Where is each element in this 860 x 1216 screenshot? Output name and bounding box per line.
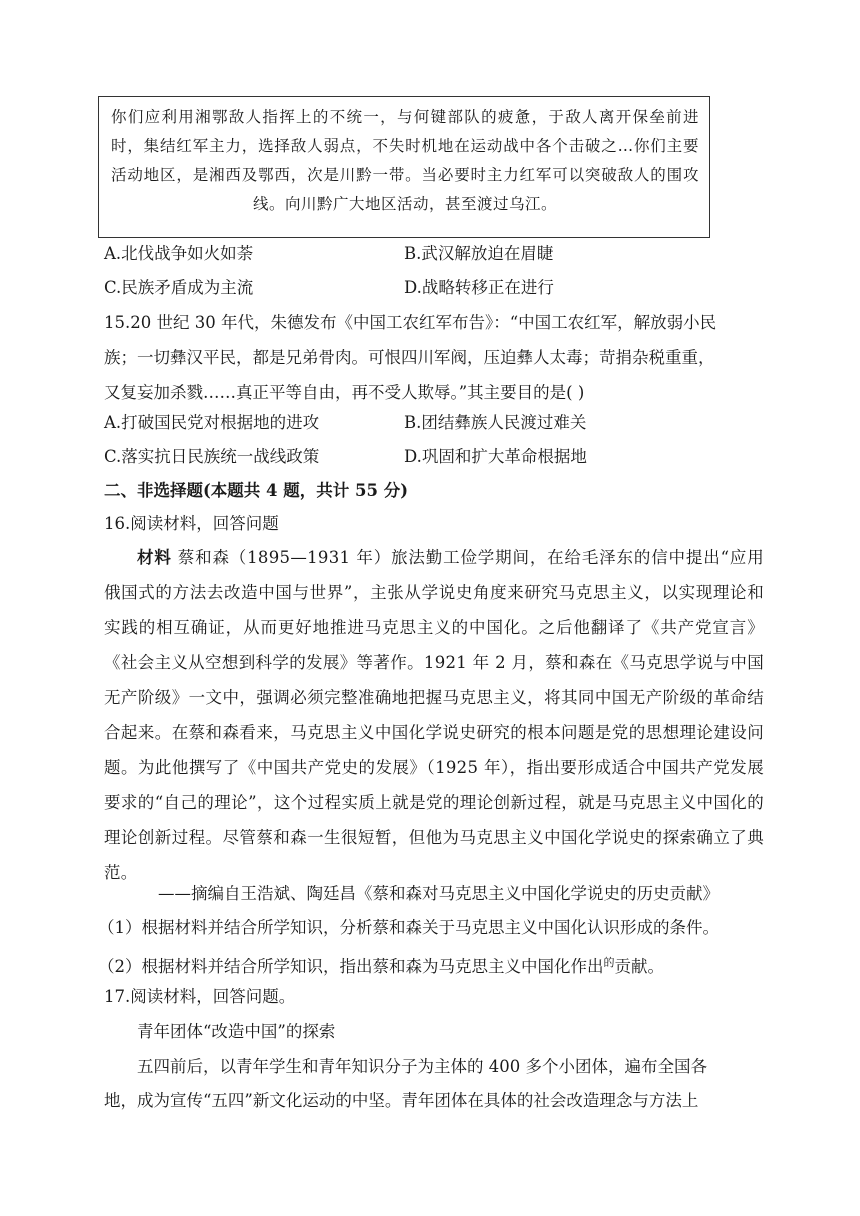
quoted-material-text: 你们应利用湘鄂敌人指挥上的不统一，与何键部队的疲惫，于敌人离开保垒前进时，集结红军主力，选择敌人弱点，不失时机地在运动战中各个击破之…你们主要活动地区，是湘西及鄂西，次是川黔一带。当必要时主力红军可以突破敌人的围攻线。向川黔广大地区活动，甚至渡过乌江。 bbox=[111, 108, 699, 213]
q14-option-c: C.民族矛盾成为主流 bbox=[104, 278, 254, 297]
q14-option-d: D.战略转移正在进行 bbox=[404, 278, 554, 297]
q17-heading: 17.阅读材料，回答问题。 bbox=[104, 987, 296, 1006]
q16-subquestion-2: （2）根据材料并结合所学知识，指出蔡和森为马克思主义中国化作出$^的$贡献。 bbox=[98, 956, 664, 976]
q17-material-title: 青年团体“改造中国”的探索 bbox=[137, 1022, 336, 1041]
q16-source-citation: ——摘编自王浩斌、陶廷昌《蔡和森对马克思主义中国化学说史的历史贡献》 bbox=[158, 884, 719, 903]
q17-material-line-2: 地，成为宣传“五四”新文化运动的中坚。青年团体在具体的社会改造理念与方法上 bbox=[104, 1091, 699, 1110]
q14-option-a: A.北伐战争如火如荼 bbox=[104, 244, 254, 263]
section-2-title: 二、非选择题(本题共 4 题，共计 55 分) bbox=[104, 481, 409, 500]
q15-stem-line-1: 15.20 世纪 30 年代，朱德发布《中国工农红军布告》：“中国工农红军，解放弱小民 bbox=[104, 313, 717, 332]
q17-material-line-1: 五四前后，以青年学生和青年知识分子为主体的 400 多个小团体，遍布全国各 bbox=[137, 1057, 707, 1076]
q16-heading: 16.阅读材料，回答问题 bbox=[104, 514, 279, 533]
q15-option-b: B.团结彝族人民渡过难关 bbox=[404, 413, 587, 432]
q14-option-b: B.武汉解放迫在眉睫 bbox=[404, 244, 554, 263]
q15-option-a: A.打破国民党对根据地的进攻 bbox=[104, 413, 320, 432]
q15-stem-line-3: 又复妄加杀戮……真正平等自由，再不受人欺辱。”其主要目的是( ) bbox=[104, 383, 585, 402]
q16-subquestion-1: （1）根据材料并结合所学知识，分析蔡和森关于马克思主义中国化认识形成的条件。 bbox=[98, 918, 719, 937]
q16-material-paragraph bbox=[104, 540, 764, 890]
q15-option-d: D.巩固和扩大革命根据地 bbox=[404, 447, 587, 466]
q16-material-body: 蔡和森（1895—1931 年）旅法勤工俭学期间，在给毛泽东的信中提出“应用俄国式的方法去改造中国与世界”，主张从学说史角度来研究马克思主义，以实现理论和实践的相互确证，从而更好地推进马克思主义的中国化。之后他翻译了《共产党宣言》《社会主义从空想到科学的发展》等著作。1921 年 2 月，蔡和森在《马克思学说与中国无产阶级》一文中，强调必须完整准确地把握马克思主义，将其同中国无产阶级的革命结合起来。在蔡和森看来，马克思主义中国化学说史研究的根本问题是党的思想理论建设问题。为此他撰写了《中国共产党史的发展》（1925 年），指出要形成适合中国共产党发展要求的“自己的理论”，这个过程实质上就是党的理论创新过程，就是马克思主义中国化的理论创新过程。尽管蔡和森一生很短暂，但他为马克思主义中国化学说史的探索确立了典范。 bbox=[104, 548, 764, 882]
q15-stem-line-2: 族；一切彝汉平民，都是兄弟骨肉。可恨四川军阀，压迫彝人太毒；苛捐杂税重重， bbox=[104, 348, 715, 367]
q16-material-label: 材料 bbox=[137, 548, 172, 567]
q15-option-c: C.落实抗日民族统一战线政策 bbox=[104, 447, 320, 466]
quoted-material-box bbox=[98, 96, 710, 238]
